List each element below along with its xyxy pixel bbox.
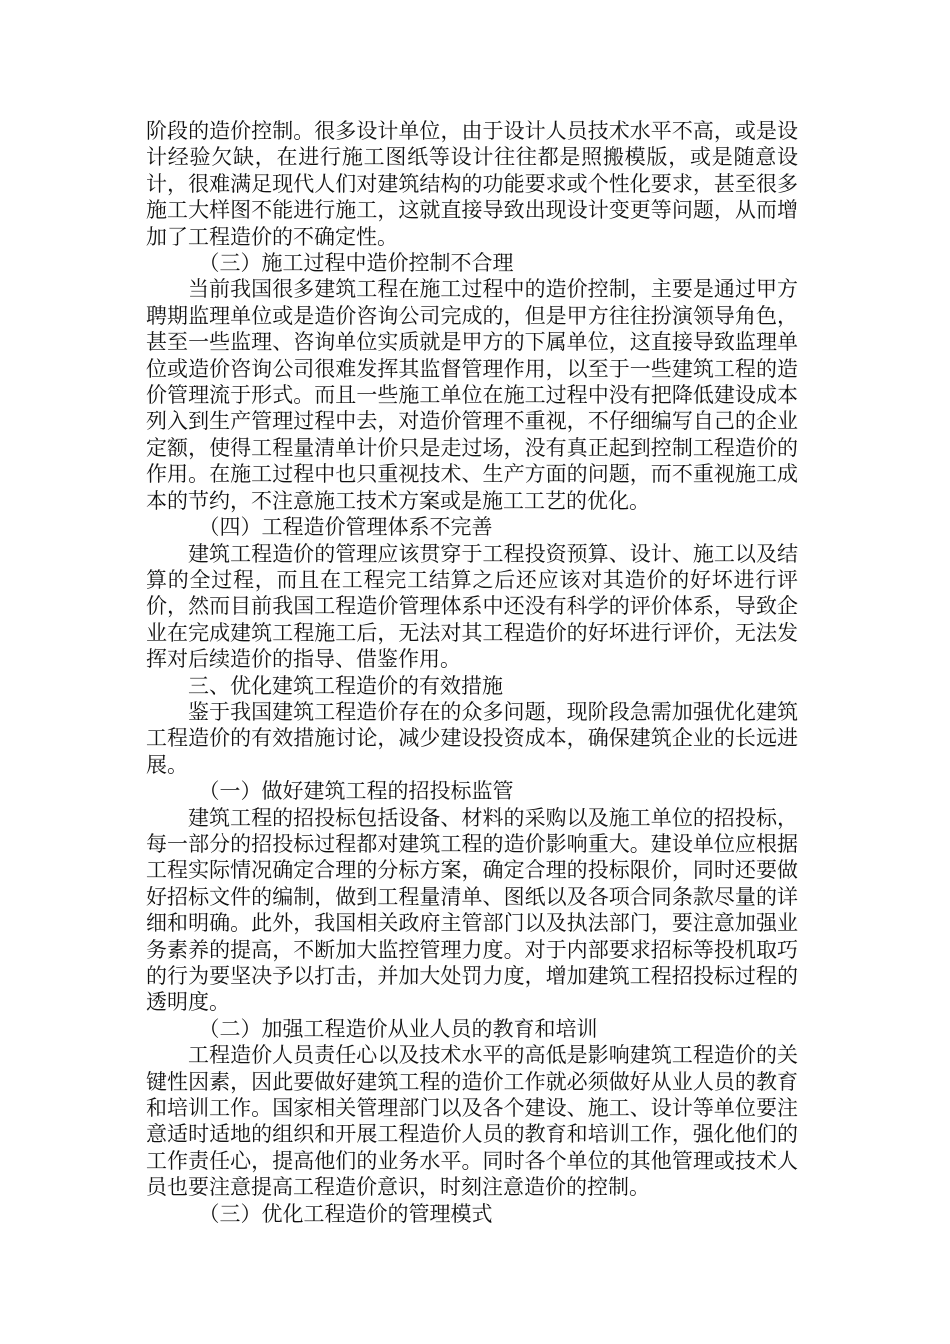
heading-bidding-supervision: （一）做好建筑工程的招投标监管 [198,779,514,804]
heading-management-system: （四）工程造价管理体系不完善 [198,515,493,540]
paragraph-construction-cost-control: 当前我国很多建筑工程在施工过程中的造价控制，主要是通过甲方聘期监理单位或是造价咨询公司完成的，但是甲方往往扮演领导角色，甚至一些监理、咨询单位实质就是甲方的下属单位，这直接导致监理单位或造价咨询公司很难发挥其监督管理作用，以至于一些建筑工程的造价管理流于形式。而且一些施工单位在施工过程中没有把降低建设成本列入到生产管理过程中去，对造价管理不重视，不仔细编写自己的企业定额，使得工程量清单计价只是走过场，没有真正起到控制工程造价的作用。在施工过程中也只重视技术、生产方面的问题，而不重视施工成本的节约，不注意施工技术方案或是施工工艺的优化。 [146,277,798,513]
paragraph-management-system: 建筑工程造价的管理应该贯穿于工程投资预算、设计、施工以及结算的全过程，而且在工程完工结算之后还应该对其造价的好坏进行评价，然而目前我国工程造价管理体系中还没有科学的评价体系，导致企业在完成建筑工程施工后，无法对其工程造价的好坏进行评价，无法发挥对后续造价的指导、借鉴作用。 [146,541,798,672]
paragraph-optimization-intro: 鉴于我国建筑工程造价存在的众多问题，现阶段急需加强优化建筑工程造价的有效措施讨论，减少建设投资成本，确保建筑企业的长远进展。 [146,699,798,777]
paragraph-design-stage-continued: 阶段的造价控制。很多设计单位，由于设计人员技术水平不高，或是设计经验欠缺，在进行施工图纸等设计往往都是照搬模版，或是随意设计，很难满足现代人们对建筑结构的功能要求或个性化要求，甚至很多施工大样图不能进行施工，这就直接导致出现设计变更等问题，从而增加了工程造价的不确定性。 [146,119,798,249]
paragraph-staff-training: 工程造价人员责任心以及技术水平的高低是影响建筑工程造价的关键性因素，因此要做好建筑工程的造价工作就必须做好从业人员的教育和培训工作。国家相关管理部门以及各个建设、施工、设计等单位要注意适时适地的组织和开展工程造价人员的教育和培训工作，强化他们的工作责任心，提高他们的业务水平。同时各个单位的其他管理或技术人员也要注意提高工程造价意识，时刻注意造价的控制。 [146,1043,798,1200]
document-page [146,118,798,1227]
heading-construction-cost-control: （三）施工过程中造价控制不合理 [198,251,514,276]
heading-staff-training: （二）加强工程造价从业人员的教育和培训 [198,1016,598,1041]
paragraph-bidding-supervision: 建筑工程的招投标包括设备、材料的采购以及施工单位的招投标，每一部分的招投标过程都对建筑工程的造价影响重大。建设单位应根据工程实际情况确定合理的分标方案，确定合理的投标限价，同时还要做好招标文件的编制，做到工程量清单、图纸以及各项合同条款尽量的详细和明确。此外，我国相关政府主管部门以及执法部门，要注意加强业务素养的提高，不断加大监控管理力度。对于内部要求招标等投机取巧的行为要坚决予以打击，并加大处罚力度，增加建筑工程招投标过程的透明度。 [146,805,798,1015]
heading-management-mode: （三）优化工程造价的管理模式 [198,1201,493,1226]
heading-optimization-measures: 三、优化建筑工程造价的有效措施 [188,673,503,698]
